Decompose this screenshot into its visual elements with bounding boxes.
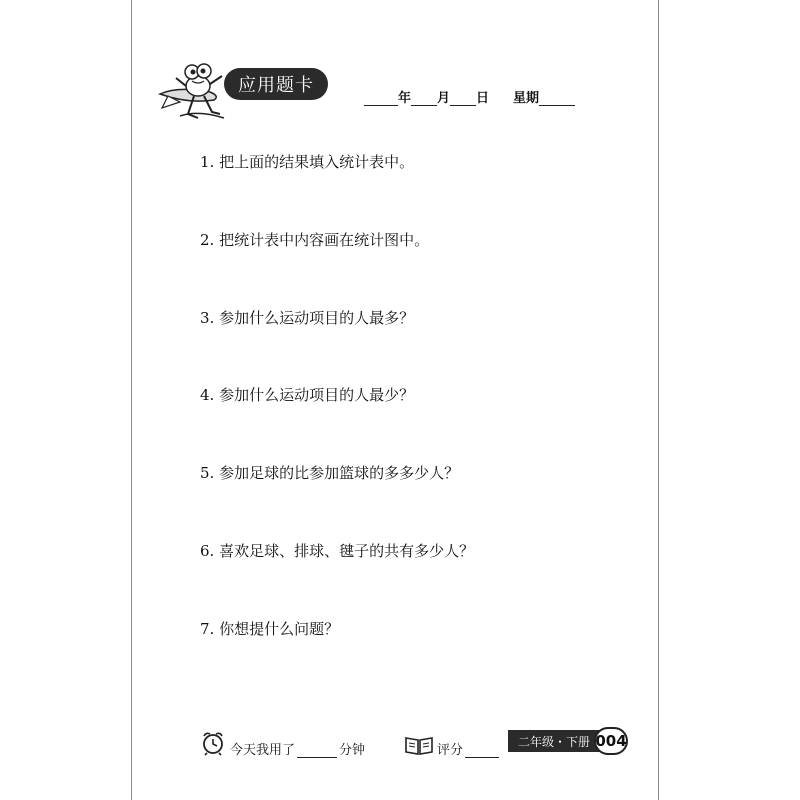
book-icon <box>404 734 434 756</box>
grade-label-box <box>508 730 600 752</box>
question-2: 2. 把统计表中内容画在统计图中。 <box>200 231 430 249</box>
time-blank[interactable] <box>297 743 337 758</box>
time-unit: 分钟 <box>339 743 366 758</box>
week-blank[interactable] <box>539 91 575 106</box>
question-6: 6. 喜欢足球、排球、毽子的共有多少人？ <box>200 542 475 560</box>
question-4: 4. 参加什么运动项目的人最少？ <box>200 386 415 404</box>
page-number <box>594 727 628 755</box>
score-blank[interactable] <box>465 743 499 758</box>
day-blank[interactable] <box>450 91 476 106</box>
week-label: 星期 <box>513 91 540 106</box>
banner-title: 应用题卡 <box>238 75 314 96</box>
date-line <box>364 88 575 106</box>
time-used <box>230 728 365 758</box>
question-7: 7. 你想提什么问题？ <box>200 620 340 638</box>
month-label: 月 <box>437 91 451 106</box>
month-blank[interactable] <box>411 91 437 106</box>
score-label: 评分 <box>437 743 464 758</box>
grade-label: 二年级・下册 <box>517 734 590 749</box>
year-blank[interactable] <box>364 91 398 106</box>
time-label: 今天我用了 <box>230 743 296 758</box>
question-5: 5. 参加足球的比参加篮球的多多少人？ <box>200 464 460 482</box>
question-1: 1. 把上面的结果填入统计表中。 <box>200 153 415 171</box>
question-3: 3. 参加什么运动项目的人最多？ <box>200 309 415 327</box>
title-banner <box>224 68 328 100</box>
page-number-text: 004 <box>595 732 627 750</box>
day-label: 日 <box>476 91 490 106</box>
year-label: 年 <box>398 91 412 106</box>
score <box>437 728 499 758</box>
alarm-clock-icon <box>200 730 226 756</box>
